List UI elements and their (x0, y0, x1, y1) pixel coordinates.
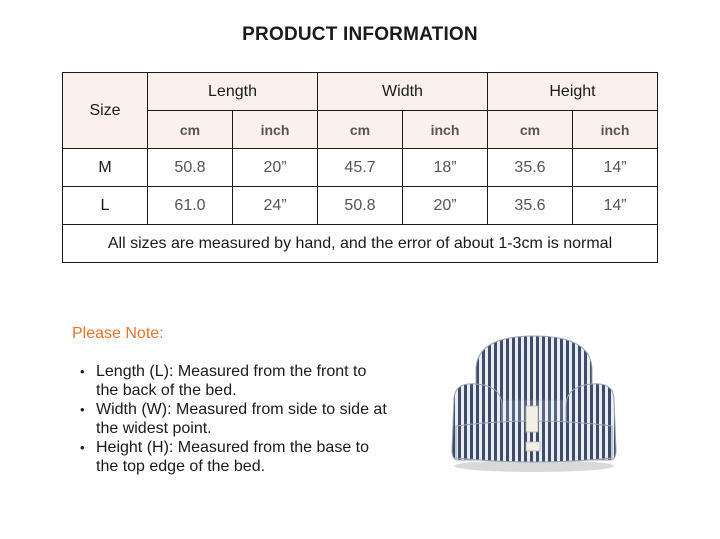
unit-header: inch (233, 111, 318, 149)
unit-header: cm (488, 111, 573, 149)
list-item: • Length (L): Measured from the front to the back of the bed. (80, 362, 390, 400)
table-row (63, 187, 658, 225)
table-cell: 14” (573, 149, 658, 187)
table-row (63, 149, 658, 187)
unit-header: cm (148, 111, 233, 149)
table-cell: 45.7 (318, 149, 403, 187)
table-cell: 18” (403, 149, 488, 187)
table-cell: 50.8 (148, 149, 233, 187)
measurement-footnote: All sizes are measured by hand, and the error of about 1-3cm is normal (63, 225, 658, 263)
size-cell: M (63, 149, 148, 187)
size-header: Size (63, 73, 148, 149)
list-item: • Width (W): Measured from side to side at the widest point. (80, 400, 390, 438)
table-cell: 14” (573, 187, 658, 225)
unit-header: inch (573, 111, 658, 149)
list-item: • Height (H): Measured from the base to the top edge of the bed. (80, 438, 390, 476)
notes-list (80, 362, 390, 476)
width-header: Width (318, 73, 488, 111)
table-cell: 20” (233, 149, 318, 187)
table-cell: 24” (233, 187, 318, 225)
size-cell: L (63, 187, 148, 225)
unit-header: cm (318, 111, 403, 149)
size-table (62, 72, 658, 263)
page-title: PRODUCT INFORMATION (242, 24, 478, 45)
table-cell: 35.6 (488, 149, 573, 187)
unit-header: inch (403, 111, 488, 149)
length-header: Length (148, 73, 318, 111)
note-title: Please Note: (72, 325, 164, 342)
table-cell: 61.0 (148, 187, 233, 225)
pet-bed-image (446, 330, 622, 476)
table-cell: 20” (403, 187, 488, 225)
table-cell: 35.6 (488, 187, 573, 225)
table-cell: 50.8 (318, 187, 403, 225)
height-header: Height (488, 73, 658, 111)
